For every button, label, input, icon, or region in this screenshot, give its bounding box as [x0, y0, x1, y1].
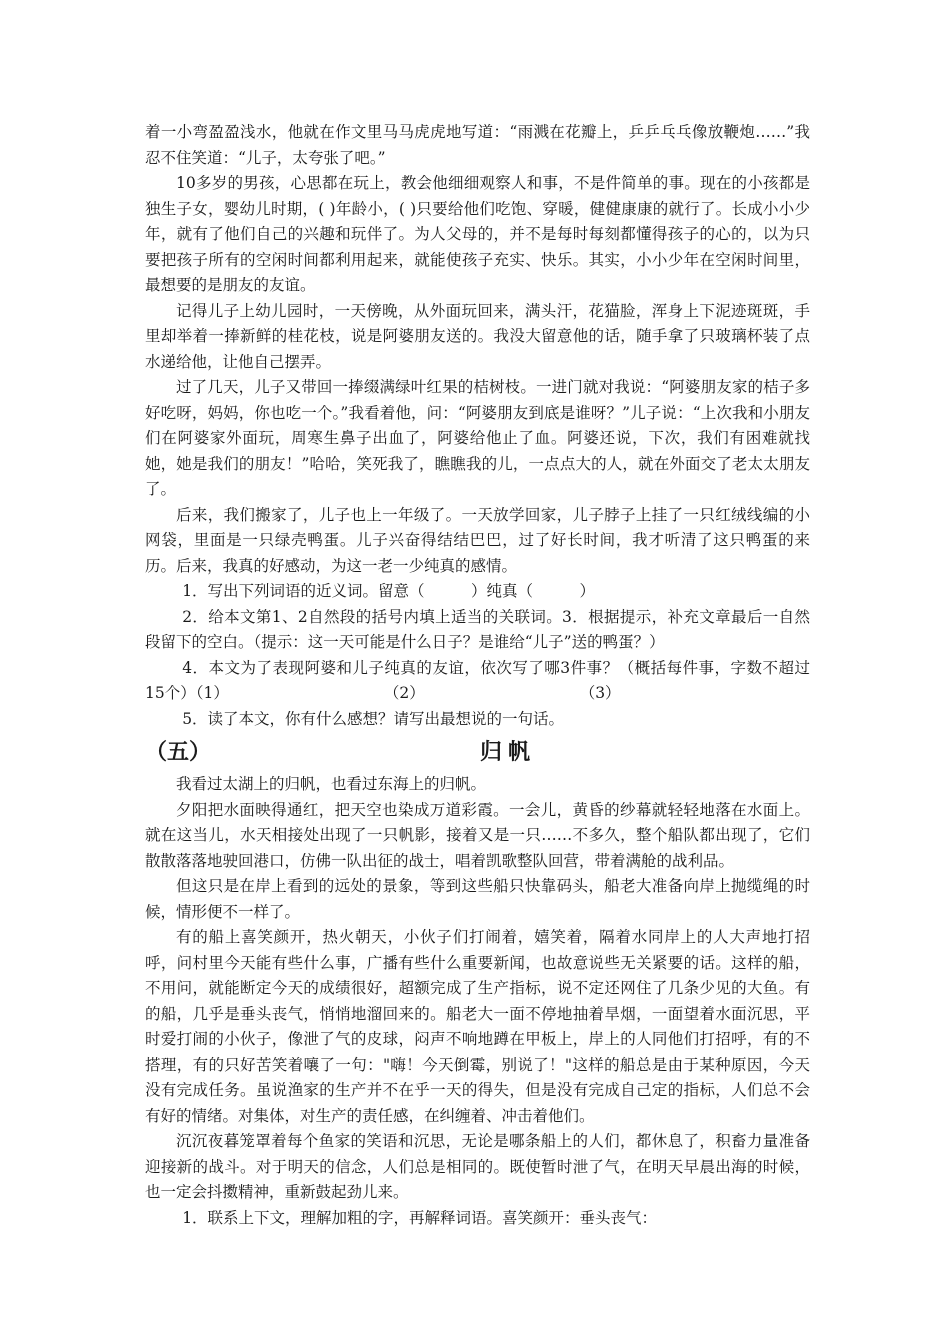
passage4-paragraph-1: 着一小弯盈盈浅水，他就在作文里马马虎虎地写道：“雨溅在花瓣上，乒乒乓乓像放鞭炮……”我忍不住笑道：“儿子，太夸张了吧。” — [145, 123, 810, 167]
section-heading — [145, 736, 810, 770]
passage5-paragraph-3: 但这只是在岸上看到的远处的景象，等到这些船只快靠码头，船老大准备向岸上抛缆绳的时候，情形便不一样了。 — [145, 877, 810, 921]
passage5-paragraph-5: 沉沉夜暮笼罩着每个鱼家的笑语和沉思，无论是哪条船上的人们，都休息了，积畜力量准备迎接新的战斗。对于明天的信念，人们总是相同的。既使暂时泄了气，在明天早晨出海的时候，也一定会抖擞精神，重新鼓起劲儿来。 — [145, 1132, 810, 1201]
passage4-paragraph-4: 过了几天，儿子又带回一捧缀满绿叶红果的桔树枝。一进门就对我说：“阿婆朋友家的桔子多好吃呀，妈妈，你也吃一个。”我看着他，问：“阿婆朋友到底是谁呀？”儿子说：“上次我和小朋友们在阿婆家外面玩，周寒生鼻子出血了，阿婆给他止了血。阿婆还说，下次，我们有困难就找她，她是我们的朋友！”哈哈，笑死我了，瞧瞧我的儿，一点点大的人，就在外面交了老太太朋友了。 — [145, 378, 810, 498]
passage5-paragraph-2: 夕阳把水面映得通红，把天空也染成万道彩霞。一会儿，黄昏的纱幕就轻轻地落在水面上。就在这当儿，水天相接处出现了一只帆影，接着又是一只……不多久，整个船队都出现了，它们散散落落地驶回港口，仿佛一队出征的战士，唱着凯歌整队回营，带着满舱的战利品。 — [145, 800, 810, 870]
passage4-paragraph-3: 记得儿子上幼儿园时，一天傍晚，从外面玩回来，满头汗，花猫脸，浑身上下泥迹斑斑，手里却举着一捧新鲜的桂花枝，说是阿婆朋友送的。我没大留意他的话，随手拿了只玻璃杯装了点水递给他，让他自己摆弄。 — [145, 301, 810, 371]
section-title: 归帆 — [480, 740, 537, 765]
passage5-paragraph-1: 我看过太湖上的归帆，也看过东海上的归帆。 — [176, 775, 487, 793]
passage5-question-1: 1．联系上下文，理解加粗的字，再解释词语。喜笑颜开：垂头丧气： — [182, 1208, 658, 1227]
section-number: （五） — [145, 740, 212, 765]
passage4-question-2: 2．给本文第1、2自然段的括号内填上适当的关联词。3．根据提示，补充文章最后一自然段留下的空白。（提示：这一天可能是什么日子？是谁给“儿子”送的鸭蛋？） — [145, 607, 810, 651]
passage4-question-1: 1．写出下列词语的近义词。留意（ ）纯真（ ） — [182, 582, 596, 600]
passage4-paragraph-5: 后来，我们搬家了，儿子也上一年级了。一天放学回家，儿子脖子上挂了一只红绒线编的小网袋，里面是一只绿壳鸭蛋。儿子兴奋得结结巴巴，过了好长时间，我才听清了这只鸭蛋的来历。后来，我真的好感动，为这一老一少纯真的感情。 — [145, 505, 810, 575]
passage4-paragraph-2: 10多岁的男孩，心思都在玩上，教会他细细观察人和事，不是件简单的事。现在的小孩都是独生子女，婴幼儿时期，( )年龄小，( )只要给他们吃饱、穿暖，健健康康的就行了。长成小小少年，就有了他们自己的兴趣和玩伴了。为人父母的，并不是每时每刻都懂得孩子的心的，以为只要把孩子所有的空闲时间都利用起来，就能使孩子充实、快乐。其实，小小少年在空闲时间里，最想要的是朋友的友谊。 — [145, 174, 810, 294]
passage4-question-5: 5．读了本文，你有什么感想？请写出最想说的一句话。 — [182, 709, 565, 728]
passage5-paragraph-4: 有的船上喜笑颜开，热火朝天，小伙子们打闹着，嬉笑着，隔着水同岸上的人大声地打招呼，问村里今天能有些什么事，广播有些什么重要新闻，也故意说些无关紧要的话。这样的船，不用问，就能断定今天的成绩很好，超额完成了生产指标，说不定还网住了几条少见的大鱼。有的船，几乎是垂头丧气，悄悄地溜回来的。船老大一面不停地抽着旱烟，一面望着水面沉思，平时爱打闹的小伙子，像泄了气的皮球，闷声不响地蹲在甲板上，岸上的人同他们打招呼，有的不搭理，有的只好苦笑着嚷了一句："嗨！今天倒霉，别说了！"这样的船总是由于某种原因，今天没有完成任务。虽说渔家的生产并不在乎一天的得失，但是没有完成自己定的指标，人们总不会有好的情绪。对集体，对生产的责任感，在纠缠着、冲击着他们。 — [145, 928, 810, 1125]
document-page — [145, 120, 810, 1231]
passage4-question-4: 4．本文为了表现阿婆和儿子纯真的友谊，依次写了哪3件事？（概括每件事，字数不超过15个）（1） （2） （3） — [145, 658, 810, 702]
